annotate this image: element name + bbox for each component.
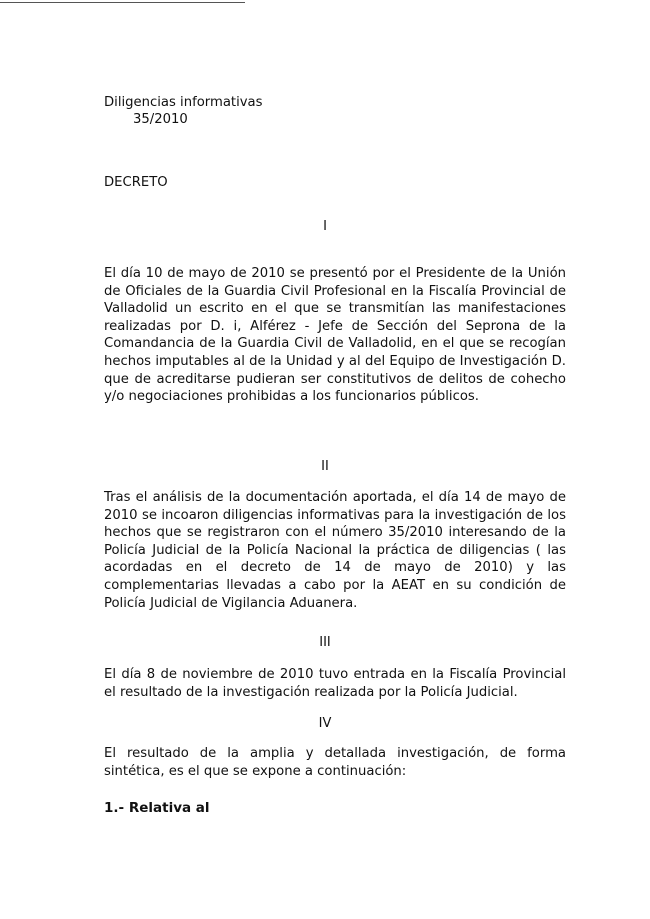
section-text-2: Tras el análisis de la documentación aportada, el día 14 de mayo de 2010 se incoaron diligencias informativas para la investigación de los hechos que se registraron con el número 35/2010 interesando de la Policía Judicial de la Policía Nacional la práctica de diligencias ( las acordadas en el decreto de 14 de mayo de 2010) y las complementarias llevadas a cabo por la AEAT en su condición de Policía Judicial de Vigilancia Aduanera. (104, 490, 566, 611)
section-body-2 (104, 489, 566, 612)
section-numeral-4: IV (318, 716, 332, 731)
section-body-4 (104, 745, 566, 780)
section-text-4: El resultado de la amplia y detallada investigación, de forma sintética, es el que se expone a continuación: (104, 746, 566, 779)
section-text-1: El día 10 de mayo de 2010 se presentó por el Presidente de la Unión de Oficiales de la Guardia Civil Profesional en la Fiscalía Provincial de Valladolid un escrito en el que se transmitían las manifestaciones realizadas por D. i, Alférez - Jefe de Sección del Seprona de la Comandancia de la Guardia Civil de Valladolid, en el que se recogían hechos imputables al de la Unidad y al del Equipo de Investigación D. que de acreditarse pudieran ser constitutivos de delitos de cohecho y/o negociaciones prohibidas a los funcionarios públicos. (104, 266, 566, 405)
subheading: 1.- Relativa al (104, 800, 210, 816)
section-numeral-2: II (321, 459, 329, 474)
section-numeral-3: III (319, 635, 331, 650)
decree-title: DECRETO (104, 175, 168, 190)
section-numeral-1: I (323, 219, 327, 234)
case-number: 35/2010 (133, 112, 188, 127)
document-type: Diligencias informativas (104, 95, 263, 110)
section-body-1 (104, 265, 566, 406)
top-rule (0, 2, 245, 3)
section-text-3: El día 8 de noviembre de 2010 tuvo entrada en la Fiscalía Provincial el resultado de la investigación realizada por la Policía Judicial. (104, 667, 566, 700)
section-body-3 (104, 666, 566, 701)
